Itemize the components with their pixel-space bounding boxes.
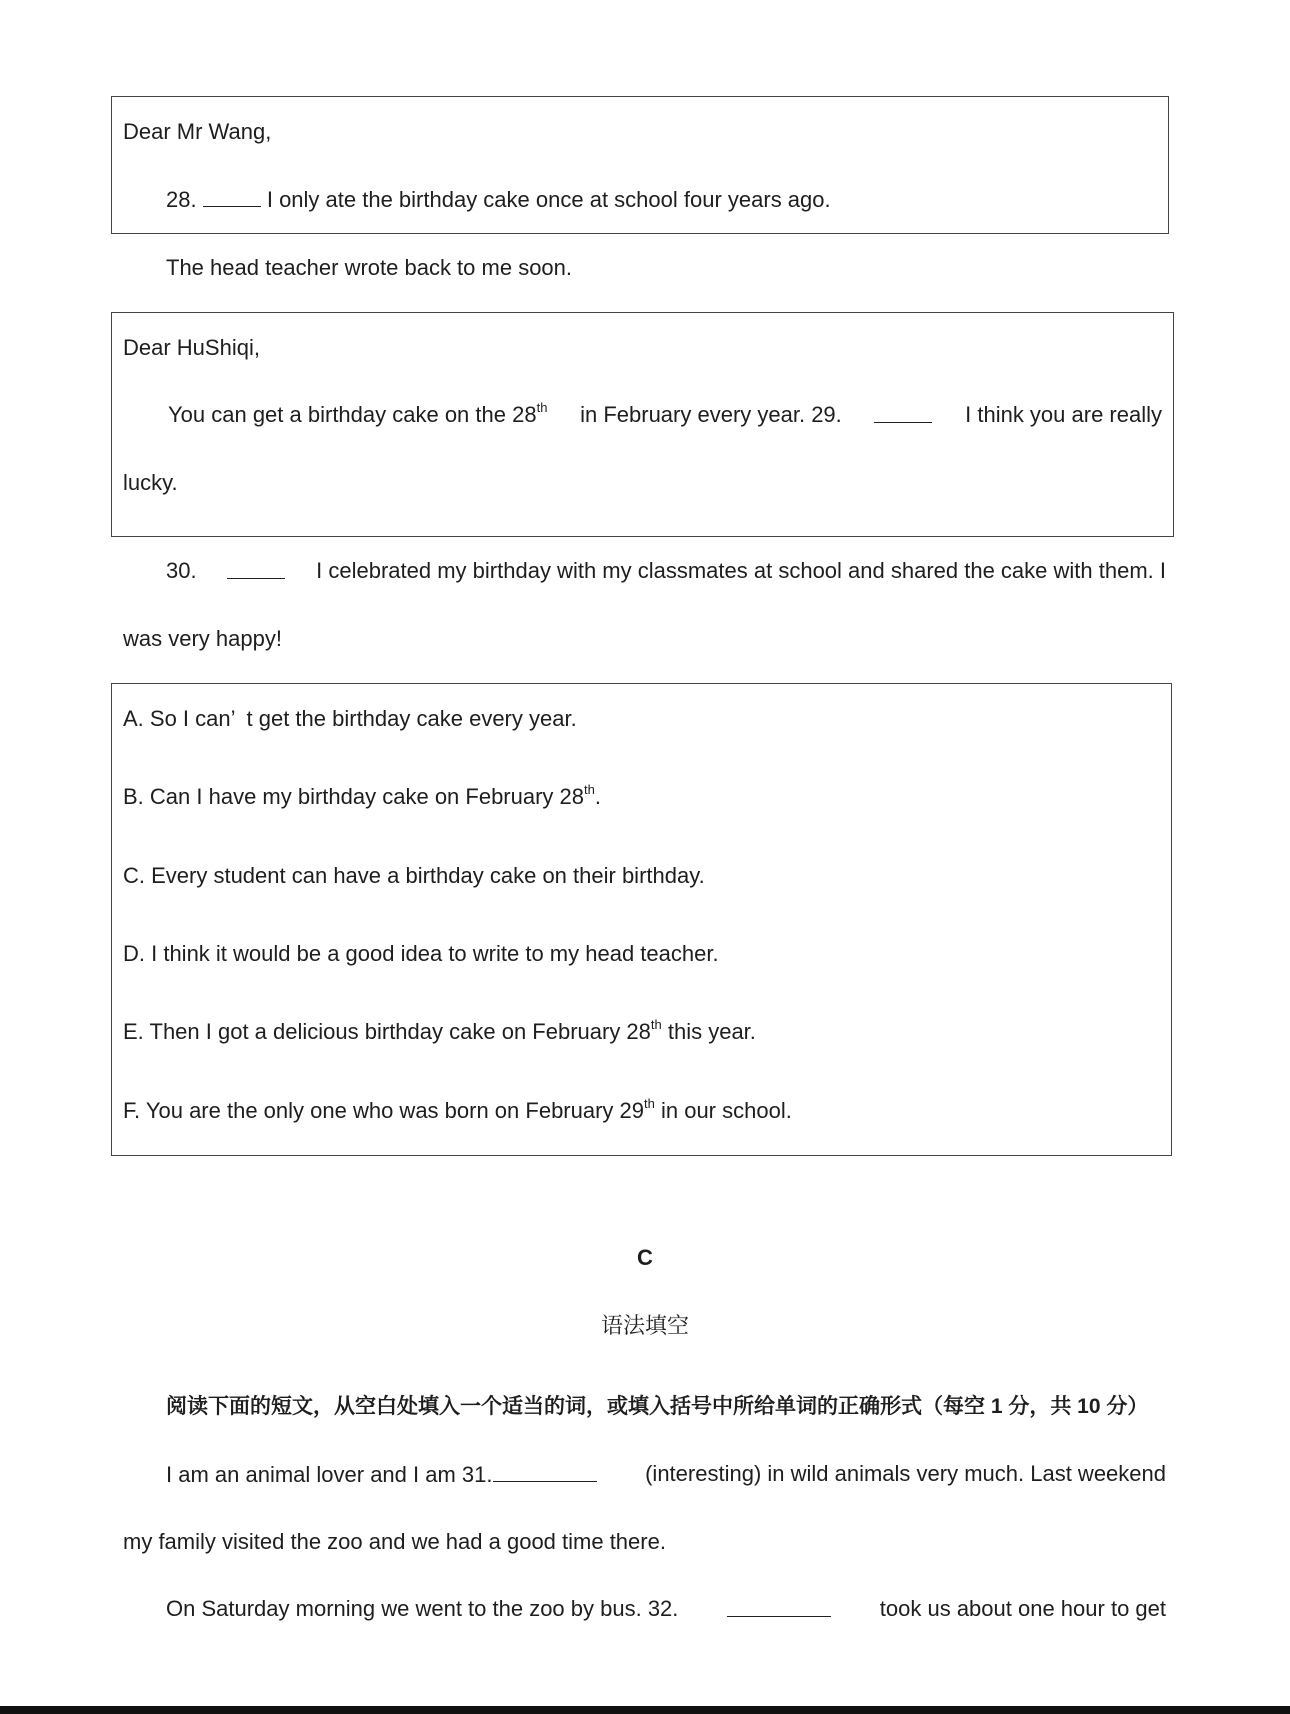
- question-28-text: I only ate the birthday cake once at school four years ago.: [266, 187, 831, 212]
- option-d: D. I think it would be a good idea to write to my head teacher.: [123, 941, 719, 966]
- answer-blank-30[interactable]: [227, 556, 285, 579]
- passage-line-1-part-b: (interesting) in wild animals very much. Last weekend: [645, 1461, 1166, 1486]
- passage-line-1-part-a: [166, 1459, 597, 1490]
- section-title: 语法填空: [600, 1313, 689, 1338]
- option-f-sup: th: [644, 1095, 655, 1111]
- letter-2-line-2: lucky.: [123, 470, 178, 495]
- question-28: [166, 184, 831, 215]
- letter-2-line-1: [168, 400, 1162, 430]
- option-f: [123, 1096, 792, 1126]
- question-28-number: 28.: [166, 187, 197, 212]
- question-30: [166, 556, 1166, 586]
- letter-2-date-text: You can get a birthday cake on the 28: [168, 402, 537, 427]
- option-b-text: B. Can I have my birthday cake on February 28: [123, 784, 585, 809]
- passage-31-lead: I am an animal lover and I am 31.: [166, 1462, 493, 1487]
- option-b-end: .: [594, 784, 601, 809]
- passage-line-3-part-a: On Saturday morning we went to the zoo by bus. 32.: [166, 1596, 679, 1621]
- letter-2-greeting: Dear HuShiqi,: [123, 335, 260, 360]
- answer-blank-31[interactable]: [493, 1459, 597, 1482]
- letter-2-line-1-part-b: in February every year. 29.: [580, 402, 842, 427]
- option-c: C. Every student can have a birthday cake on their birthday.: [123, 863, 705, 888]
- option-f-end: in our school.: [654, 1098, 792, 1123]
- option-f-text: F. You are the only one who was born on February 29: [123, 1098, 645, 1123]
- question-30-number: 30.: [166, 558, 197, 583]
- page-bottom-edge: [0, 1706, 1290, 1714]
- option-e: [123, 1017, 756, 1047]
- answer-blank-29[interactable]: [874, 400, 932, 423]
- options-box: [111, 683, 1172, 1156]
- option-b-sup: th: [584, 781, 595, 797]
- letter-1-greeting: Dear Mr Wang,: [123, 119, 272, 144]
- section-letter: C: [637, 1245, 653, 1270]
- question-30-text: I celebrated my birthday with my classmates at school and shared the cake with them. I: [316, 558, 1166, 583]
- answer-blank-32[interactable]: [727, 1594, 831, 1617]
- answer-blank-28[interactable]: [203, 184, 261, 207]
- letter-2-date-sup: th: [536, 399, 548, 415]
- question-30-line-2: was very happy!: [123, 626, 282, 651]
- option-e-text: E. Then I got a delicious birthday cake on February 28: [123, 1019, 651, 1044]
- option-e-end: this year.: [661, 1019, 756, 1044]
- option-b: [123, 782, 601, 812]
- option-e-sup: th: [650, 1016, 662, 1032]
- narration-reply: The head teacher wrote back to me soon.: [166, 255, 573, 280]
- passage-line-1: [166, 1459, 1166, 1490]
- passage-line-3: [166, 1594, 1166, 1624]
- option-a: A. So I can’ t get the birthday cake every year.: [123, 706, 577, 731]
- section-instructions: 阅读下面的短文，从空白处填入一个适当的词，或填入括号中所给单词的正确形式（每空 1 分，共 10 分）: [166, 1395, 1149, 1418]
- letter-2-line-1-part-a: [168, 400, 547, 430]
- passage-line-3-part-b: took us about one hour to get: [879, 1596, 1166, 1621]
- letter-2-line-1-part-c: I think you are really: [965, 402, 1162, 427]
- passage-line-2: my family visited the zoo and we had a good time there.: [123, 1529, 666, 1554]
